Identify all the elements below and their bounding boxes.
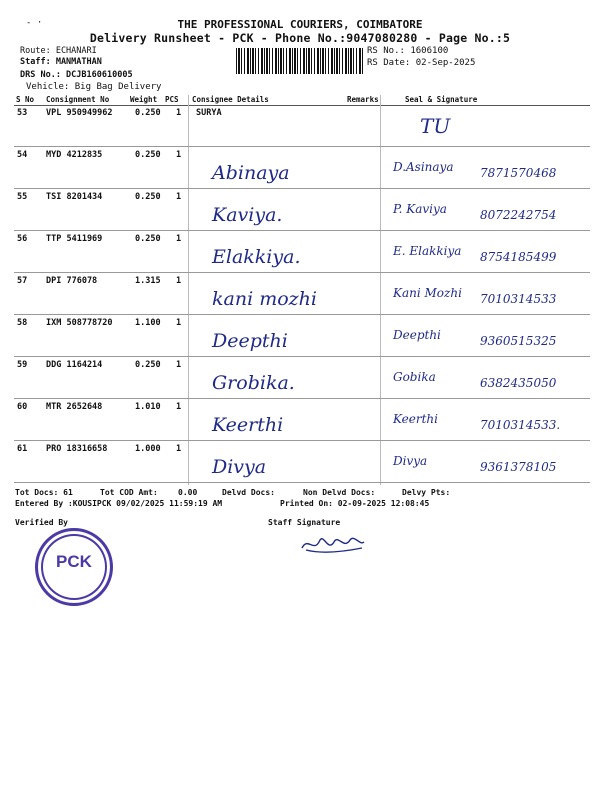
row-pcs: 1	[176, 360, 182, 370]
handwritten-name: Grobika.	[212, 372, 295, 394]
entered-by: Entered By :KOUSIPCK 09/02/2025 11:59:19 AM	[15, 499, 223, 508]
handwritten-signature: E. Elakkiya	[393, 244, 462, 258]
col-consignee: Consignee Details	[192, 95, 269, 104]
staff-signature-label: Staff Signature	[268, 518, 341, 527]
row-pcs: 1	[176, 402, 182, 412]
col-remarks: Remarks	[347, 95, 379, 104]
handwritten-phone: 8754185499	[480, 250, 557, 264]
row-sno: 53	[17, 108, 28, 118]
tot-cod-label: Tot COD Amt:	[100, 488, 158, 497]
row-sno: 55	[17, 192, 28, 202]
row-weight: 1.100	[135, 318, 161, 328]
stamp-label: PCK	[56, 552, 92, 571]
barcode	[236, 48, 364, 74]
handwritten-signature: P. Kaviya	[393, 202, 447, 216]
row-sno: 57	[17, 276, 28, 286]
rs-number: RS No.: 1606100	[367, 46, 449, 56]
row-consignment-no: DDG 1164214	[46, 360, 103, 370]
handwritten-name: Keerthi	[212, 414, 284, 436]
company-title: THE PROFESSIONAL COURIERS, COIMBATORE	[177, 18, 423, 31]
row-pcs: 1	[176, 108, 182, 118]
row-consignment-no: VPL 950949962	[46, 108, 113, 118]
runsheet-subtitle: Delivery Runsheet - PCK - Phone No.:9047080280 - Page No.:5	[89, 31, 511, 45]
row-consignment-no: DPI 776078	[46, 276, 98, 286]
row-consignee: SURYA	[196, 108, 222, 118]
row-separator	[14, 230, 590, 231]
handwritten-phone: 7010314533.	[480, 418, 561, 432]
delvy-pts: Delvy Pts:	[402, 488, 451, 497]
handwritten-name: Kaviya.	[212, 204, 283, 226]
handwritten-name: Divya	[212, 456, 267, 478]
col-sno: S No	[16, 95, 35, 104]
row-consignment-no: PRO 18316658	[46, 444, 108, 454]
handwritten-phone: 6382435050	[480, 376, 557, 390]
row-weight: 0.250	[135, 360, 161, 370]
handwritten-phone: 8072242754	[480, 208, 557, 222]
col-consignment: Consignment No	[46, 95, 110, 104]
row-separator	[14, 356, 590, 357]
row-sno: 60	[17, 402, 28, 412]
row-separator	[14, 272, 590, 273]
row-weight: 0.250	[135, 234, 161, 244]
col-pcs: PCS	[165, 95, 179, 104]
row-weight: 1.010	[135, 402, 161, 412]
printed-on: Printed On: 02-09-2025 12:08:45	[280, 499, 430, 508]
non-delvd-docs: Non Delvd Docs:	[303, 488, 376, 497]
vehicle-label: Vehicle: Big Bag Delivery	[26, 82, 162, 92]
handwritten-name: kani mozhi	[212, 288, 317, 310]
row-separator	[14, 398, 590, 399]
corner-mark: - ·	[26, 18, 43, 28]
header-rule	[14, 105, 590, 106]
handwritten-phone: 7010314533	[480, 292, 557, 306]
row-consignment-no: MYD 4212835	[46, 150, 103, 160]
row-weight: 0.250	[135, 108, 161, 118]
verified-by-label: Verified By	[15, 518, 68, 527]
handwritten-signature: TU	[420, 114, 451, 138]
handwritten-signature: Divya	[393, 454, 428, 468]
row-pcs: 1	[176, 234, 182, 244]
handwritten-name: Deepthi	[212, 330, 288, 352]
handwritten-signature: Deepthi	[393, 328, 441, 342]
handwritten-phone: 9360515325	[480, 334, 557, 348]
row-consignment-no: MTR 2652648	[46, 402, 103, 412]
handwritten-signature: D.Asinaya	[393, 160, 454, 174]
tot-docs: Tot Docs: 61	[15, 488, 73, 497]
row-consignment-no: TTP 5411969	[46, 234, 103, 244]
handwritten-signature: Keerthi	[393, 412, 438, 426]
col-weight: Weight	[130, 95, 158, 104]
col-divider	[380, 95, 381, 485]
row-sno: 56	[17, 234, 28, 244]
col-divider	[188, 95, 189, 485]
row-pcs: 1	[176, 318, 182, 328]
row-weight: 1.000	[135, 444, 161, 454]
tot-cod-value: 0.00	[178, 488, 198, 497]
row-pcs: 1	[176, 150, 182, 160]
handwritten-signature: Kani Mozhi	[393, 286, 462, 300]
row-sno: 59	[17, 360, 28, 370]
handwritten-signature: Gobika	[393, 370, 436, 384]
rs-date: RS Date: 02-Sep-2025	[367, 58, 476, 68]
row-sno: 61	[17, 444, 28, 454]
row-sno: 54	[17, 150, 28, 160]
col-seal: Seal & Signature	[405, 95, 478, 104]
row-separator	[14, 188, 590, 189]
row-pcs: 1	[176, 276, 182, 286]
row-separator	[14, 314, 590, 315]
row-separator	[14, 482, 590, 483]
row-weight: 1.315	[135, 276, 161, 286]
row-weight: 0.250	[135, 192, 161, 202]
staff-signature-scribble	[298, 528, 368, 558]
handwritten-name: Elakkiya.	[212, 246, 301, 268]
delvd-docs: Delvd Docs:	[222, 488, 275, 497]
row-separator	[14, 440, 590, 441]
row-consignment-no: TSI 8201434	[46, 192, 103, 202]
handwritten-phone: 9361378105	[480, 460, 557, 474]
drs-label: DRS No.: DCJB160610005	[20, 70, 133, 80]
handwritten-name: Abinaya	[212, 162, 290, 184]
row-consignment-no: IXM 508778720	[46, 318, 113, 328]
row-weight: 0.250	[135, 150, 161, 160]
row-pcs: 1	[176, 444, 182, 454]
route-label: Route: ECHANARI	[20, 46, 97, 56]
handwritten-phone: 7871570468	[480, 166, 557, 180]
staff-label: Staff: MANMATHAN	[20, 57, 102, 67]
row-separator	[14, 146, 590, 147]
row-pcs: 1	[176, 192, 182, 202]
row-sno: 58	[17, 318, 28, 328]
